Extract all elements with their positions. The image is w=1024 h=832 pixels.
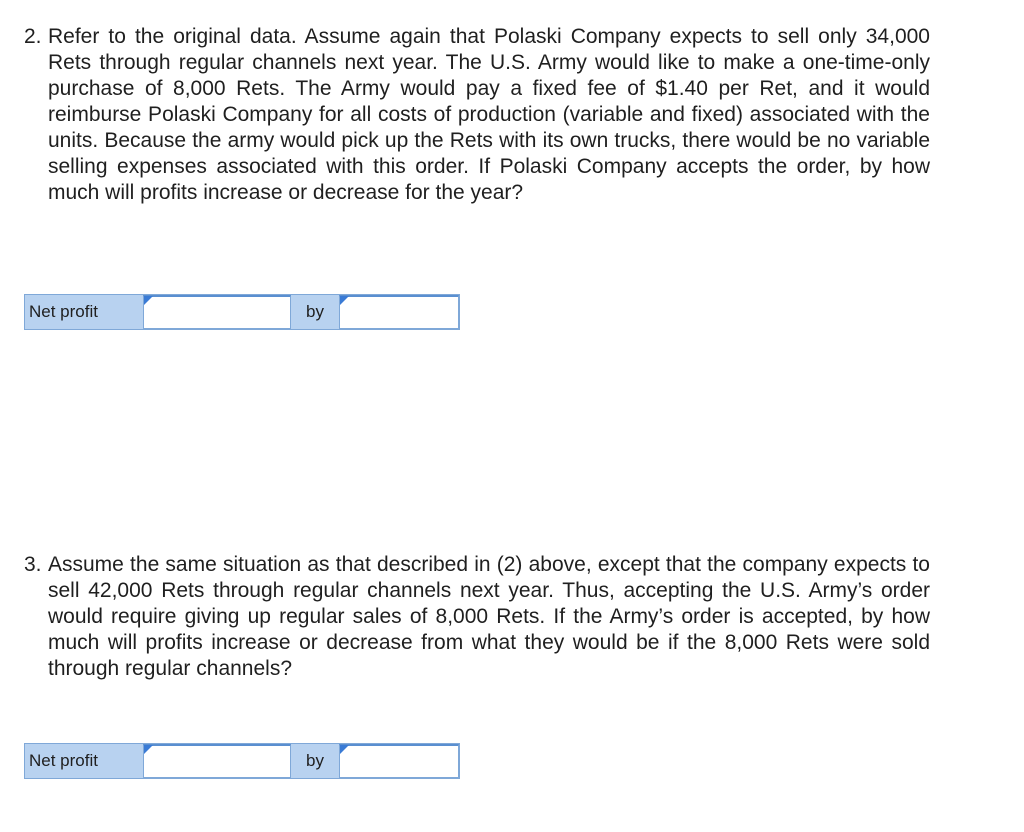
question-2 [24,24,930,206]
direction-dropdown[interactable] [143,744,291,778]
direction-dropdown[interactable] [143,295,291,329]
amount-input[interactable] [340,746,458,777]
question-text: Assume the same situation as that described in (2) above, except that the company expects to sell 42,000 Rets through regular channels next year. Thus, accepting the U.S. Army’s order would require giving up regular sales of 8,000 Rets. If the Army’s order is accepted, by how much will profits increase or decrease from what they would be if the 8,000 Rets were sold through regular channels? [48,553,930,680]
answer-row-2 [24,294,460,330]
by-label: by [291,295,339,329]
answer-row-3 [24,743,460,779]
question-number: 2. [24,25,42,48]
by-label: by [291,744,339,778]
question-text: Refer to the original data. Assume again that Polaski Company expects to sell only 34,000 Rets through regular channels next year. The U.S. Army would like to make a one-time-only purchase of 8,000 Rets. The Army would pay a fixed fee of $1.40 per Ret, and it would reimburse Polaski Company for all costs of production (variable and fixed) associated with the units. Because the army would pick up the Rets with its own trucks, there would be no variable selling expenses associated with this order. If Polaski Company accepts the order, by how much will profits increase or decrease for the year? [48,25,930,204]
amount-field[interactable] [339,744,459,778]
amount-field[interactable] [339,295,459,329]
amount-input[interactable] [340,297,458,328]
net-profit-label: Net profit [25,744,143,778]
question-3 [24,552,930,682]
direction-input[interactable] [144,746,290,777]
question-number: 3. [24,553,42,576]
direction-input[interactable] [144,297,290,328]
net-profit-label: Net profit [25,295,143,329]
